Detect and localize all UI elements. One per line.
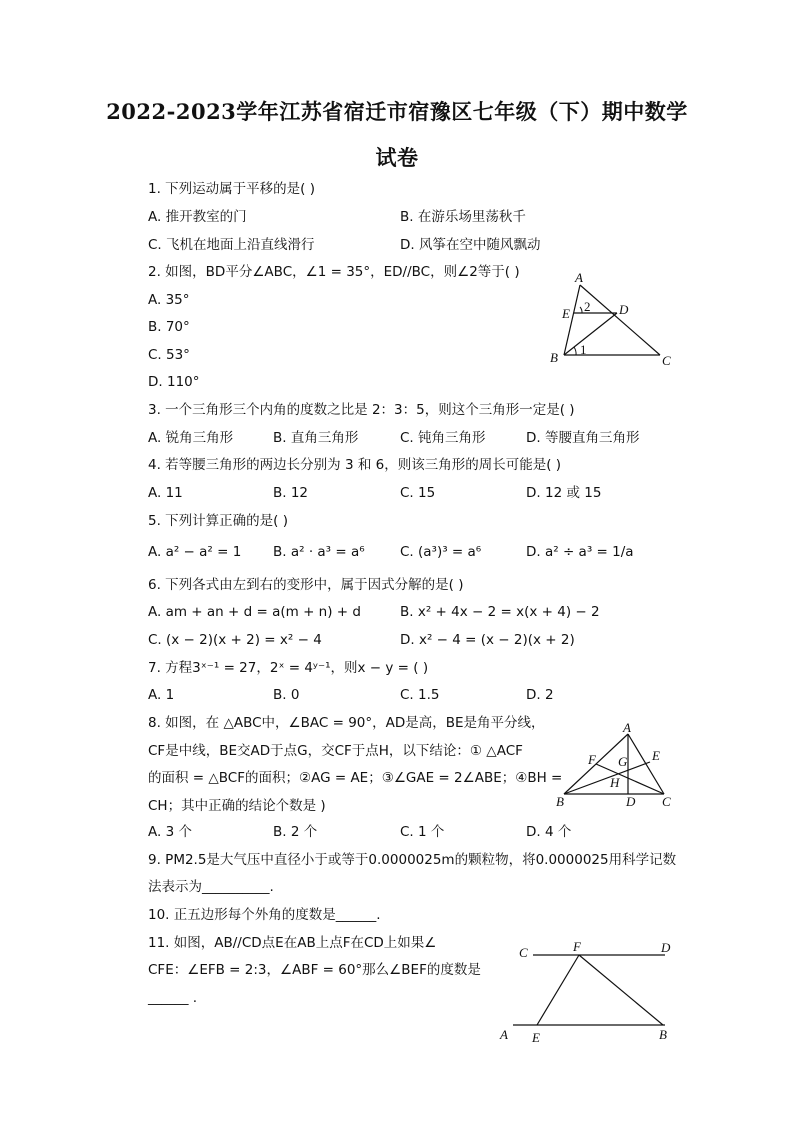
q3-option-a: A. 锐角三角形: [148, 430, 234, 446]
q11-label-d: D: [661, 940, 671, 955]
q8-label-b: B: [556, 794, 564, 809]
q2-option-c: C. 53°: [148, 347, 190, 363]
q1-option-c: C. 飞机在地面上沿直线滑行: [148, 237, 315, 253]
q8-line-be: [564, 762, 650, 794]
q8-label-f: F: [588, 752, 596, 767]
q8-option-c: C. 1 个: [400, 824, 445, 840]
q11-label-b: B: [659, 1027, 667, 1042]
q11-parallel-figure: [495, 938, 685, 1048]
q8-option-a: A. 3 个: [148, 824, 192, 840]
q8-label-e: E: [652, 748, 660, 763]
q5-option-c: C. (a³)³ = a⁶: [400, 544, 482, 560]
q8-stem-line2: CF是中线，BE交AD于点G，交CF于点H，以下结论：① △ACF: [148, 743, 523, 759]
q11-line-fe: [537, 955, 579, 1025]
q3-option-c: C. 钝角三角形: [400, 430, 486, 446]
q2-angle-1-arc: [574, 347, 576, 355]
exam-title-line2: 试卷: [375, 145, 419, 170]
q2-label-a: A: [575, 270, 583, 285]
q2-label-1: 1: [580, 342, 587, 357]
q7-option-b: B. 0: [273, 687, 300, 703]
q6-option-b: B. x² + 4x − 2 = x(x + 4) − 2: [400, 604, 600, 620]
q2-label-e: E: [562, 306, 570, 321]
q6-stem: 6. 下列各式由左到右的变形中，属于因式分解的是( ): [148, 577, 464, 593]
q5-stem: 5. 下列计算正确的是( ): [148, 513, 288, 529]
q11-line2: CFE：∠EFB = 2:3，∠ABF = 60°那么∠BEF的度数是: [148, 962, 481, 978]
q9-line2: 法表示为__________.: [148, 879, 274, 895]
q8-label-h: H: [610, 775, 620, 790]
q8-line-cf: [596, 764, 664, 794]
q2-label-c: C: [662, 353, 671, 368]
q8-triangle-figure: [550, 720, 680, 812]
q7-option-d: D. 2: [526, 687, 554, 703]
q6-option-d: D. x² − 4 = (x − 2)(x + 2): [400, 632, 575, 648]
q7-option-a: A. 1: [148, 687, 175, 703]
q4-stem: 4. 若等腰三角形的两边长分别为 3 和 6，则该三角形的周长可能是( ): [148, 457, 562, 473]
exam-title-line1: 2022-2023学年江苏省宿迁市宿豫区七年级（下）期中数学: [106, 99, 688, 124]
q2-line-ac: [580, 285, 660, 355]
q2-triangle-figure: [540, 268, 680, 373]
q8-label-d: D: [626, 794, 636, 809]
q1-option-b: B. 在游乐场里荡秋千: [400, 209, 526, 225]
q2-label-2: 2: [584, 299, 591, 314]
q2-label-b: B: [550, 350, 558, 365]
q9-line1: 9. PM2.5是大气压中直径小于或等于0.0000025m的颗粒物，将0.0000025用科学记数: [148, 852, 677, 868]
q3-stem: 3. 一个三角形三个内角的度数之比是 2：3：5，则这个三角形一定是( ): [148, 402, 575, 418]
q8-stem-line3: 的面积 = △BCF的面积；②AG = AE；③∠GAE = 2∠ABE；④BH =: [148, 770, 563, 786]
q1-option-a: A. 推开教室的门: [148, 209, 247, 225]
q6-option-c: C. (x − 2)(x + 2) = x² − 4: [148, 632, 322, 648]
q2-stem: 2. 如图，BD平分∠ABC，∠1 = 35°，ED//BC，则∠2等于( ): [148, 264, 520, 280]
q4-option-b: B. 12: [273, 485, 309, 501]
q11-line3: ______ .: [148, 990, 198, 1006]
q2-option-a: A. 35°: [148, 292, 190, 308]
q3-option-d: D. 等腰直角三角形: [526, 430, 640, 446]
q11-line-fb: [579, 955, 663, 1025]
q8-stem-line4: CH；其中正确的结论个数是 ): [148, 798, 326, 814]
q7-option-c: C. 1.5: [400, 687, 440, 703]
q8-label-g: G: [618, 754, 628, 769]
q2-option-d: D. 110°: [148, 374, 200, 390]
q4-option-a: A. 11: [148, 485, 183, 501]
q8-label-a: A: [623, 720, 631, 735]
q7-stem: 7. 方程3ˣ⁻¹ = 27，2ˣ = 4ʸ⁻¹，则x − y = ( ): [148, 660, 429, 676]
q3-option-b: B. 直角三角形: [273, 430, 359, 446]
q8-option-d: D. 4 个: [526, 824, 572, 840]
q5-option-a: A. a² − a² = 1: [148, 544, 242, 560]
q1-stem: 1. 下列运动属于平移的是( ): [148, 181, 315, 197]
q5-option-b: B. a² · a³ = a⁶: [273, 544, 365, 560]
q10-line1: 10. 正五边形每个外角的度数是______.: [148, 907, 381, 923]
q11-label-f: F: [573, 939, 581, 954]
q2-label-d: D: [619, 302, 629, 317]
q11-label-c: C: [519, 945, 528, 960]
q2-angle-2-arc: [580, 307, 582, 313]
q8-label-c: C: [662, 794, 671, 809]
q2-option-b: B. 70°: [148, 319, 190, 335]
q11-label-a: A: [500, 1027, 508, 1042]
q11-line1: 11. 如图，AB//CD点E在AB上点F在CD上如果∠: [148, 935, 437, 951]
q11-label-e: E: [532, 1030, 540, 1045]
q1-option-d: D. 风筝在空中随风飘动: [400, 237, 541, 253]
q8-stem-line1: 8. 如图，在 △ABC中，∠BAC = 90°，AD是高，BE是角平分线，: [148, 715, 545, 731]
q6-option-a: A. am + an + d = a(m + n) + d: [148, 604, 361, 620]
q8-option-b: B. 2 个: [273, 824, 318, 840]
q4-option-c: C. 15: [400, 485, 436, 501]
q5-option-d: D. a² ÷ a³ = 1/a: [526, 544, 634, 560]
q4-option-d: D. 12 或 15: [526, 485, 602, 501]
